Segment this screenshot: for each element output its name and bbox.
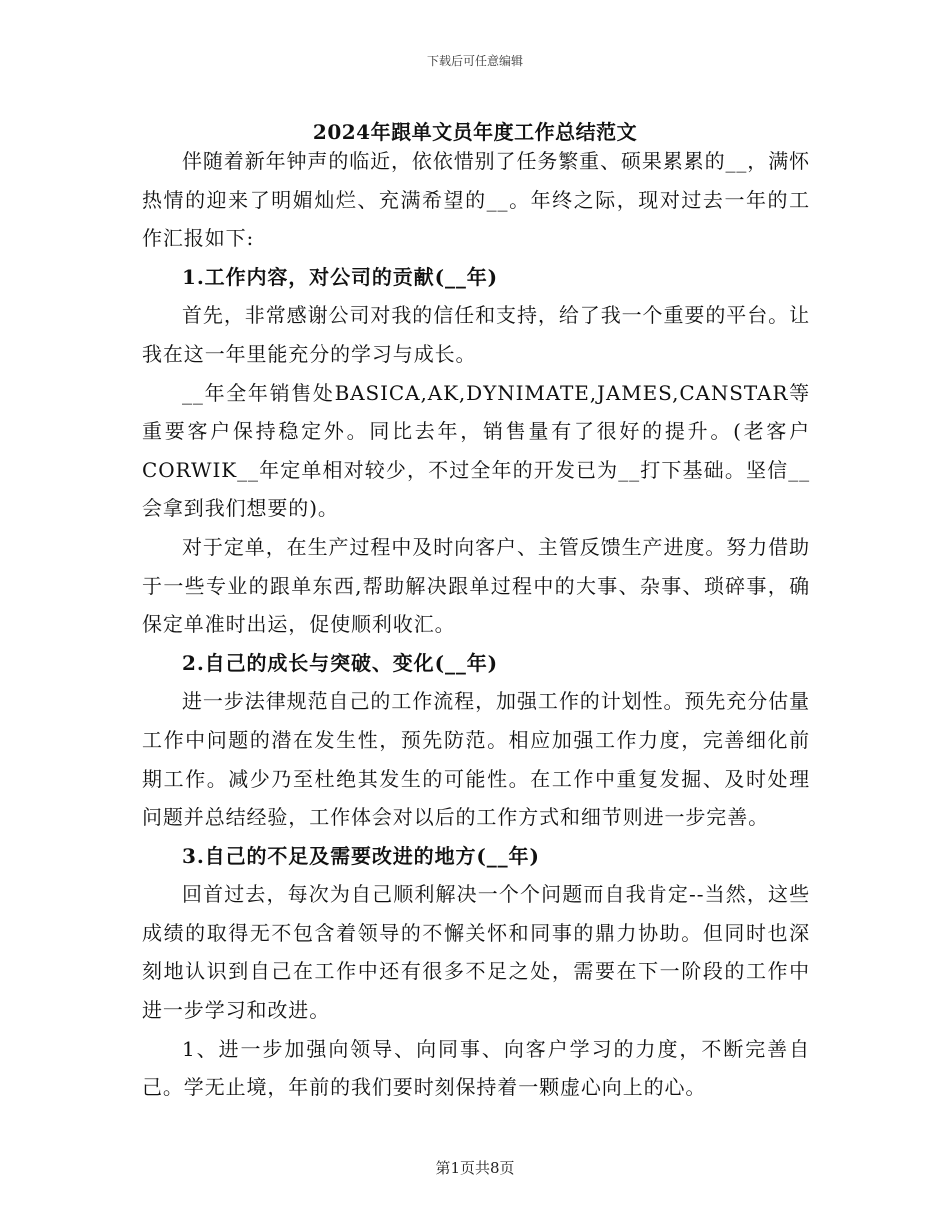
header-note: 下载后可任意编辑: [426, 54, 523, 68]
document-title: 2024年跟单文员年度工作总结范文: [312, 120, 638, 144]
section-heading-2: 2.自己的成长与突破、变化(__年): [182, 650, 499, 675]
body-paragraph: 进一步法律规范自己的工作流程，加强工作的计划性。预先充分估量工作中问题的潜在发生性，预先防范。相应加强工作力度，完善细化前期工作。减少乃至杜绝其发生的可能性。在工作中重复发掘、及时处理问题并总结经验，工作体会对以后的工作方式和细节则进一步完善。: [142, 689, 810, 830]
intro-paragraph: 伴随着新年钟声的临近，依依惜别了任务繁重、硕果累累的__，满怀热情的迎来了明媚灿烂、充满希望的__。年终之际，现对过去一年的工作汇报如下:: [142, 149, 810, 251]
page-number: 第1页共8页: [435, 1159, 515, 1177]
body-paragraph: __年全年销售处BASICA,AK,DYNIMATE,JAMES,CANSTAR等重要客户保持稳定外。同比去年，销售量有了很好的提升。(老客户CORWIK__年定单相对较少，不过全年的开发已为__打下基础。坚信__会拿到我们想要的)。: [142, 380, 810, 521]
body-paragraph: 对于定单，在生产过程中及时向客户、主管反馈生产进度。努力借助于一些专业的跟单东西,帮助解决跟单过程中的大事、杂事、琐碎事，确保定单准时出运，促使顺利收汇。: [142, 534, 810, 637]
document-body: [142, 142, 810, 1107]
section-heading-3: 3.自己的不足及需要改进的地方(__年): [182, 843, 540, 868]
body-paragraph: 回首过去，每次为自己顺利解决一个个问题而自我肯定--当然，这些成绩的取得无不包含着领导的不懈关怀和同事的鼎力协助。但同时也深刻地认识到自己在工作中还有很多不足之处，需要在下一阶段的工作中进一步学习和改进。: [142, 882, 810, 1023]
body-paragraph: 首先，非常感谢公司对我的信任和支持，给了我一个重要的平台。让我在这一年里能充分的学习与成长。: [142, 303, 810, 366]
body-paragraph: 1、进一步加强向领导、向同事、向客户学习的力度，不断完善自己。学无止境，年前的我们要时刻保持着一颗虚心向上的心。: [142, 1036, 810, 1100]
section-heading-1: 1.工作内容，对公司的贡献(__年): [182, 264, 499, 289]
